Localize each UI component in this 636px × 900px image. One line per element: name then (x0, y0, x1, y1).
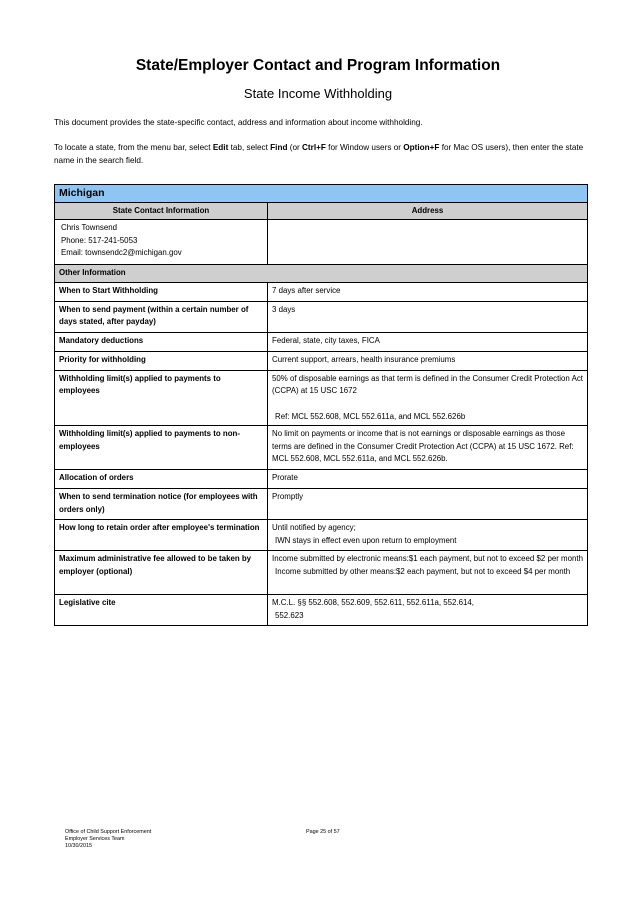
info-value-line: Current support, arrears, health insurance premiums (272, 354, 456, 364)
contact-phone: Phone: 517-241-5053 (61, 235, 138, 245)
info-row-label: Allocation of orders (55, 470, 268, 489)
info-row-label: When to Start Withholding (55, 282, 268, 301)
info-value-line: M.C.L. §§ 552.608, 552.609, 552.611, 552.611a, 552.614, (272, 598, 474, 608)
search-instructions: To locate a state, from the menu bar, select Edit tab, select Find (or Ctrl+F for Window users or Option+F for Mac OS users), then enter the state name in the search field. (54, 143, 584, 165)
info-row (55, 595, 588, 626)
info-value-line: Promptly (272, 492, 304, 502)
info-row (55, 301, 588, 332)
info-row (55, 351, 588, 370)
info-row-label: Maximum administrative fee allowed to be taken by employer (optional) (55, 551, 268, 595)
info-value-line: Income submitted by other means:$2 each payment, but not to exceed $4 per month (275, 566, 571, 576)
edit-keyword: Edit (212, 143, 229, 152)
ctrl-f-keyword: Ctrl+F (302, 143, 326, 152)
find-keyword: Find (270, 143, 288, 152)
info-row-value (268, 351, 588, 370)
info-value-line: Ref: MCL 552.608, MCL 552.611a, and MCL 552.626b (275, 411, 466, 421)
footer-office (65, 829, 151, 851)
info-row-label: How long to retain order after employee's termination (55, 520, 268, 551)
info-value-line: IWN stays in effect even upon return to employment (275, 535, 457, 545)
contact-cell (55, 220, 268, 265)
info-row-label: Priority for withholding (55, 351, 268, 370)
option-f-keyword: Option+F (403, 143, 440, 152)
contact-column-header: State Contact Information (55, 202, 268, 220)
info-value-line: Prorate (272, 473, 298, 483)
info-value-line: 7 days after service (272, 285, 341, 295)
info-value-line: No limit on payments or income that is not earnings or disposable earnings as those terms are defined in the Consumer Credit Protection Act (CCPA) at 15 USC 1672. Ref: MCL 552.608, MCL 552.611a, and MCL 552.626b. (272, 429, 574, 464)
info-row (55, 332, 588, 351)
info-row-value (268, 489, 588, 520)
info-row-value (268, 282, 588, 301)
contact-name: Chris Townsend (61, 223, 117, 233)
info-row (55, 551, 588, 595)
info-row-value (268, 551, 588, 595)
footer-date: 10/30/2015 (65, 843, 92, 850)
info-row-label: Withholding limit(s) applied to payments to employees (55, 370, 268, 425)
state-name-header: Michigan (55, 185, 588, 203)
info-row-label: Legislative cite (55, 595, 268, 626)
info-row-label: When to send payment (within a certain number of days stated, after payday) (55, 301, 268, 332)
info-row-value (268, 470, 588, 489)
info-value-line: Until notified by agency; (272, 523, 356, 533)
info-value-line: 3 days (272, 304, 296, 314)
other-info-header: Other Information (55, 265, 588, 283)
page-subtitle: State Income Withholding (243, 86, 393, 101)
intro-paragraph: This document provides the state-specific contact, address and information about income withholding. (54, 118, 423, 127)
info-row (55, 370, 588, 425)
info-row-label: Mandatory deductions (55, 332, 268, 351)
info-value-line (272, 398, 583, 411)
footer-office-line: Office of Child Support Enforcement (65, 829, 152, 835)
address-cell (268, 220, 588, 265)
info-row (55, 426, 588, 470)
info-row-value (268, 301, 588, 332)
info-value-line: Federal, state, city taxes, FICA (272, 335, 380, 345)
info-row-value (268, 426, 588, 470)
footer-page-number: Page 25 of 57 (306, 829, 340, 835)
state-info-table (54, 184, 588, 626)
other-info-rows (55, 282, 588, 625)
page-title: State/Employer Contact and Program Information (135, 57, 501, 74)
info-row (55, 470, 588, 489)
info-value-line: Income submitted by electronic means:$1 each payment, but not to exceed $2 per month (272, 554, 583, 564)
contact-email: Email: townsendc2@michigan.gov (61, 248, 182, 258)
info-value-line: 50% of disposable earnings as that term is defined in the Consumer Credit Protection Act (CCPA) at 15 USC 1672 (272, 373, 583, 396)
info-value-line: 552.623 (275, 610, 304, 620)
info-row-value (268, 595, 588, 626)
address-column-header: Address (268, 202, 588, 220)
info-row-label: Withholding limit(s) applied to payments to non-employees (55, 426, 268, 470)
info-row-value (268, 370, 588, 425)
info-row-label: When to send termination notice (for employees with orders only) (55, 489, 268, 520)
info-row (55, 282, 588, 301)
info-row (55, 489, 588, 520)
info-row (55, 520, 588, 551)
info-row-value (268, 332, 588, 351)
footer-team-line: Employer Services Team (65, 836, 125, 843)
info-row-value (268, 520, 588, 551)
